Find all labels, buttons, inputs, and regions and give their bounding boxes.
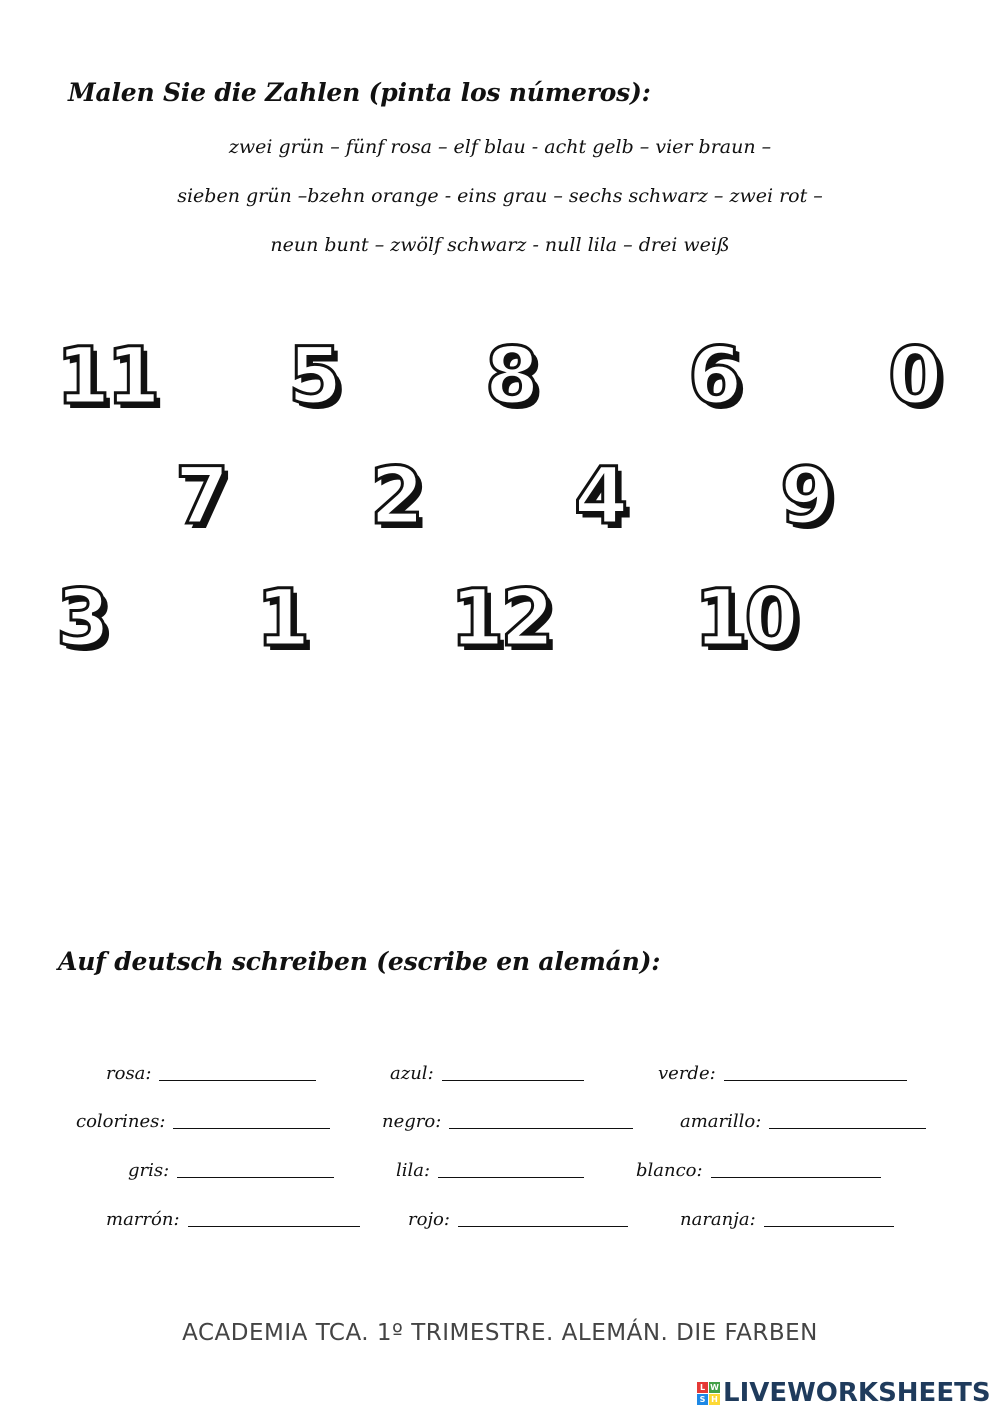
fill-rojo[interactable]: [408, 1209, 628, 1230]
fill-gris[interactable]: [128, 1160, 334, 1181]
answer-line[interactable]: [188, 1225, 360, 1227]
fill-label: azul:: [390, 1063, 434, 1084]
number-zero[interactable]: 0: [888, 332, 939, 422]
number-eleven[interactable]: 11: [56, 332, 157, 422]
answer-line[interactable]: [769, 1127, 926, 1129]
fill-label: amarillo:: [680, 1111, 762, 1132]
clue-line-3: neun bunt – zwölf schwarz - null lila – drei weiß: [270, 234, 730, 256]
fill-label: rojo:: [408, 1209, 450, 1230]
fill-label: rosa:: [106, 1063, 152, 1084]
fill-verde[interactable]: [658, 1063, 907, 1084]
answer-line[interactable]: [458, 1225, 628, 1227]
fill-label: verde:: [658, 1063, 716, 1084]
fill-blanco[interactable]: [636, 1160, 881, 1181]
number-nine[interactable]: 9: [780, 452, 831, 542]
number-one[interactable]: 1: [256, 574, 307, 664]
fill-marron[interactable]: [106, 1209, 360, 1230]
fill-label: lila:: [396, 1160, 431, 1181]
fill-amarillo[interactable]: [680, 1111, 926, 1132]
number-five[interactable]: 5: [288, 332, 339, 422]
answer-line[interactable]: [159, 1079, 316, 1081]
clue-line-2: sieben grün –bzehn orange - eins grau – sechs schwarz – zwei rot –: [177, 185, 823, 207]
fill-colorines[interactable]: [76, 1111, 330, 1132]
brand-name: LIVEWORKSHEETS: [723, 1378, 991, 1408]
fill-azul[interactable]: [390, 1063, 584, 1084]
logo-tile: H: [709, 1394, 720, 1405]
fill-label: colorines:: [76, 1111, 166, 1132]
fill-negro[interactable]: [382, 1111, 633, 1132]
answer-line[interactable]: [442, 1079, 584, 1081]
logo-tile: W: [710, 1382, 719, 1392]
fill-label: blanco:: [636, 1160, 703, 1181]
section-1-title: Malen Sie die Zahlen (pinta los números):: [68, 78, 651, 107]
fill-rosa[interactable]: [106, 1063, 316, 1084]
fill-label: negro:: [382, 1111, 442, 1132]
fill-label: marrón:: [106, 1209, 180, 1230]
number-eight[interactable]: 8: [485, 332, 536, 422]
fill-naranja[interactable]: [680, 1209, 894, 1230]
logo-tile: S: [697, 1394, 708, 1405]
number-three[interactable]: 3: [56, 574, 107, 664]
answer-line[interactable]: [173, 1127, 330, 1129]
answer-line[interactable]: [449, 1127, 633, 1129]
answer-line[interactable]: [177, 1176, 334, 1178]
logo-tile: L: [697, 1382, 708, 1393]
number-seven[interactable]: 7: [175, 452, 226, 542]
footer-text: ACADEMIA TCA. 1º TRIMESTRE. ALEMÁN. DIE FARBEN: [182, 1320, 818, 1346]
answer-line[interactable]: [764, 1225, 894, 1227]
fill-label: naranja:: [680, 1209, 756, 1230]
liveworksheets-logo-icon: [697, 1382, 720, 1405]
section-2-title: Auf deutsch schreiben (escribe en alemán):: [58, 947, 661, 976]
answer-line[interactable]: [438, 1176, 584, 1178]
clue-line-1: zwei grün – fünf rosa – elf blau - acht gelb – vier braun –: [228, 136, 772, 158]
answer-line[interactable]: [711, 1176, 881, 1178]
number-four[interactable]: 4: [574, 452, 625, 542]
number-twelve[interactable]: 12: [450, 574, 551, 664]
fill-label: gris:: [128, 1160, 170, 1181]
number-ten[interactable]: 10: [694, 574, 795, 664]
brand-logo: [697, 1378, 991, 1408]
number-two[interactable]: 2: [370, 452, 421, 542]
answer-line[interactable]: [724, 1079, 907, 1081]
number-six[interactable]: 6: [688, 332, 739, 422]
fill-lila[interactable]: [396, 1160, 584, 1181]
